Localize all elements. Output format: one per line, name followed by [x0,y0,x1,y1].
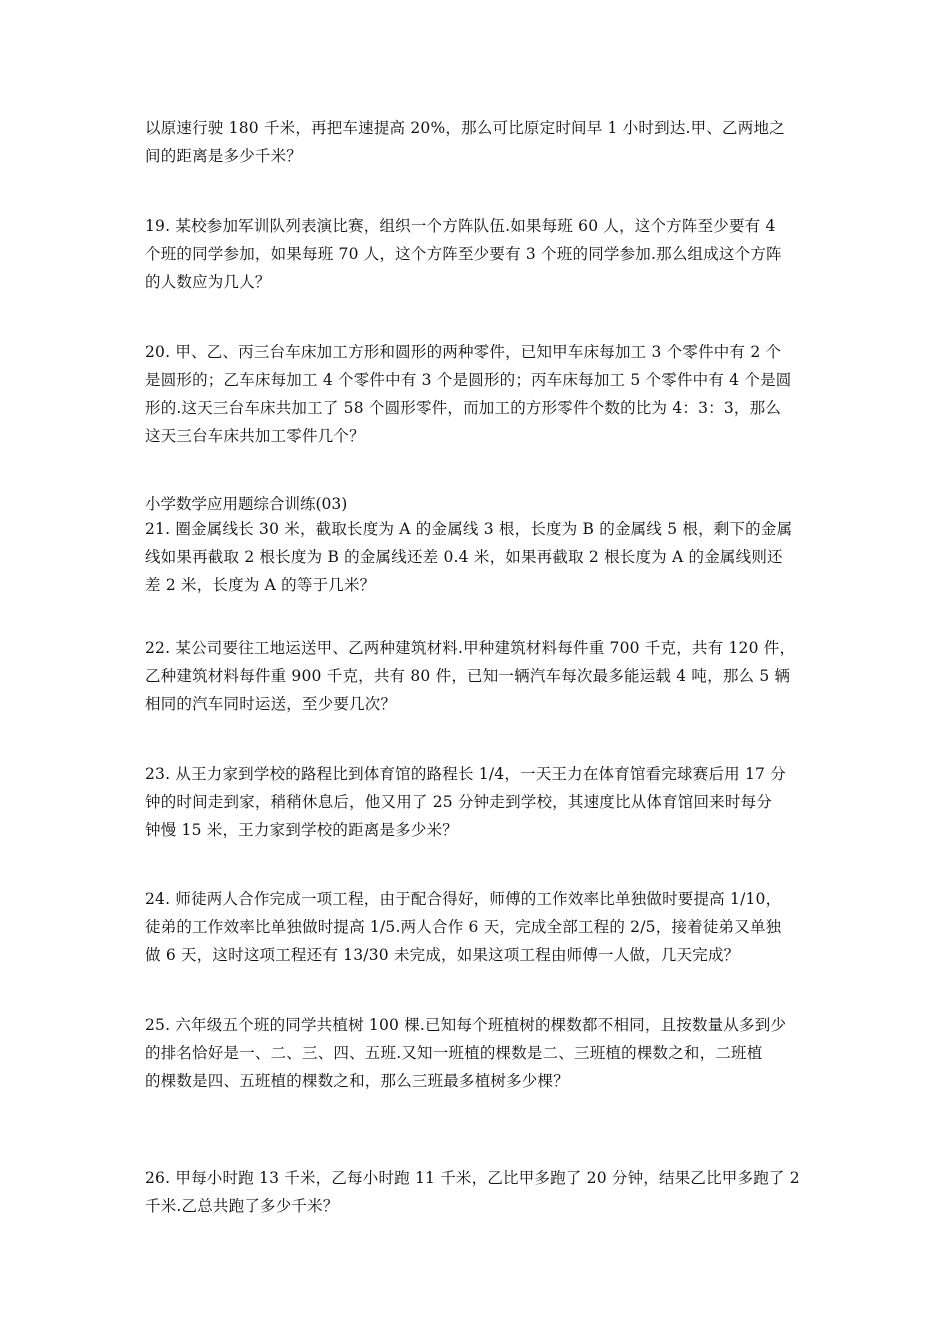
problem-26 [145,1164,810,1220]
text-line: 乙种建筑材料每件重 900 千克，共有 80 件，已知一辆汽车每次最多能运载 4 吨，那么 5 辆 [145,667,791,685]
problem-24 [145,885,810,969]
problem-21 [145,515,810,599]
text-line: 这天三台车床共加工零件几个？ [145,427,365,445]
text-line: 20. 甲、乙、丙三台车床加工方形和圆形的两种零件，已知甲车床每加工 3 个零件中有 2 个 [145,343,782,361]
problem-22 [145,634,810,718]
text-line: 是圆形的；乙车床每加工 4 个零件中有 3 个是圆形的；丙车床每加工 5 个零件中有 4 个是圆 [145,371,792,389]
text-line: 21. 圈金属线长 30 米，截取长度为 A 的金属线 3 根，长度为 B 的金属线 5 根，剩下的金属 [145,520,793,538]
text-line: 千米.乙总共跑了多少千米？ [145,1197,339,1215]
text-line: 19. 某校参加军训队列表演比赛，组织一个方阵队伍.如果每班 60 人，这个方阵至少要有 4 [145,217,776,235]
section-heading: 小学数学应用题综合训练(03) [145,495,348,513]
text-line: 做 6 天，这时这项工程还有 13/30 未完成，如果这项工程由师傅一人做，几天完成？ [145,946,740,964]
text-line: 徒弟的工作效率比单独做时提高 1/5.两人合作 6 天，完成全部工程的 2/5，接着徒弟又单独 [145,918,782,936]
text-line: 形的.这天三台车床共加工了 58 个圆形零件，而加工的方形零件个数的比为 4：3：3，那么 [145,399,782,417]
text-line: 22. 某公司要往工地运送甲、乙两种建筑材料.甲种建筑材料每件重 700 千克，共有 120 件， [145,639,796,657]
text-line: 钟的时间走到家，稍稍休息后，他又用了 25 分钟走到学校，其速度比从体育馆回来时每分 [145,793,772,811]
text-line: 钟慢 15 米，王力家到学校的距离是多少米？ [145,821,458,839]
text-line: 25. 六年级五个班的同学共植树 100 棵.已知每个班植树的棵数都不相同，且按数量从多到少 [145,1016,787,1034]
problem-20 [145,338,810,450]
text-line: 线如果再截取 2 根长度为 B 的金属线还差 0.4 米，如果再截取 2 根长度为 A 的金属线则还 [145,548,783,566]
text-line: 23. 从王力家到学校的路程比到体育馆的路程长 1/4，一天王力在体育馆看完球赛后用 17 分 [145,765,786,783]
text-line: 的人数应为几人？ [145,273,271,291]
text-line: 间的距离是多少千米？ [145,147,303,165]
text-line: 相同的汽车同时运送，至少要几次？ [145,695,397,713]
text-line: 以原速行驶 180 千米，再把车速提高 20%，那么可比原定时间早 1 小时到达.甲、乙两地之 [145,119,785,137]
text-line: 的棵数是四、五班植的棵数之和，那么三班最多植树多少棵？ [145,1072,569,1090]
problem-23 [145,760,810,844]
problem-19 [145,212,810,296]
text-line: 26. 甲每小时跑 13 千米，乙每小时跑 11 千米，乙比甲多跑了 20 分钟，结果乙比甲多跑了 2 [145,1169,800,1187]
problem-25 [145,1011,810,1095]
text-line: 的排名恰好是一、二、三、四、五班.又知一班植的棵数是二、三班植的棵数之和，二班植 [145,1044,763,1062]
problem-18-continuation [145,114,810,170]
text-line: 个班的同学参加，如果每班 70 人，这个方阵至少要有 3 个班的同学参加.那么组成这个方阵 [145,245,782,263]
text-line: 24. 师徒两人合作完成一项工程，由于配合得好，师傅的工作效率比单独做时要提高 1/10， [145,890,782,908]
text-line: 差 2 米，长度为 A 的等于几米？ [145,576,376,594]
